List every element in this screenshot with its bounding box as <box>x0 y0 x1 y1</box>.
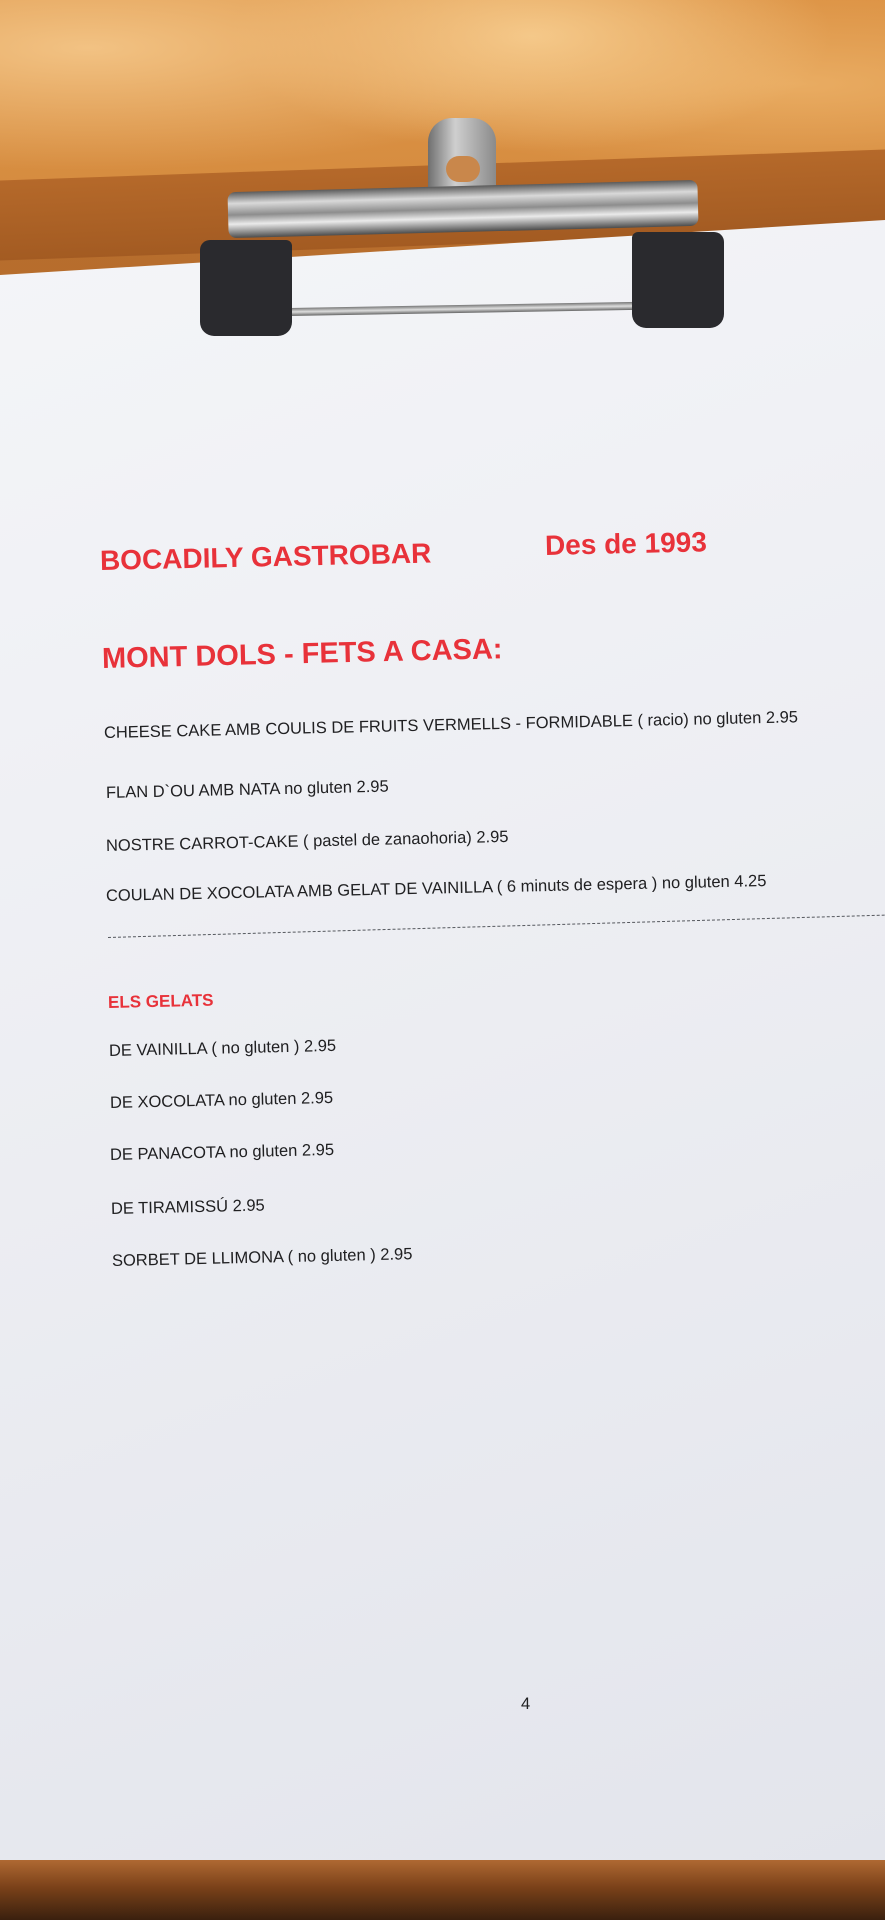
dessert-item: NOSTRE CARROT-CAKE ( pastel de zanaohoria) 2.95 <box>105 827 509 855</box>
desserts-title: MONT DOLS - FETS A CASA: <box>101 633 503 675</box>
page-number: 4 <box>521 1695 531 1713</box>
ice-cream-item: DE PANACOTA no gluten 2.95 <box>109 1140 335 1164</box>
dessert-item: COULAN DE XOCOLATA AMB GELAT DE VAINILLA ( 6 minuts de espera ) no gluten 4.25 <box>105 872 767 905</box>
ice-cream-item: SORBET DE LLIMONA ( no gluten ) 2.95 <box>111 1245 413 1270</box>
ice-cream-item: DE XOCOLATA no gluten 2.95 <box>109 1088 334 1112</box>
ice-cream-item: DE TIRAMISSÚ 2.95 <box>110 1196 265 1218</box>
dessert-item: CHEESE CAKE AMB COULIS DE FRUITS VERMELLS - FORMIDABLE ( racio) no gluten 2.95 <box>103 708 799 742</box>
dessert-item: FLAN D`OU AMB NATA no gluten 2.95 <box>105 777 389 802</box>
restaurant-name: BOCADILY GASTROBAR <box>99 537 432 576</box>
ice-creams-title: ELS GELATS <box>107 990 214 1012</box>
section-divider <box>108 915 885 938</box>
since-year: Des de 1993 <box>544 526 708 561</box>
ice-cream-item: DE VAINILLA ( no gluten ) 2.95 <box>108 1036 337 1060</box>
